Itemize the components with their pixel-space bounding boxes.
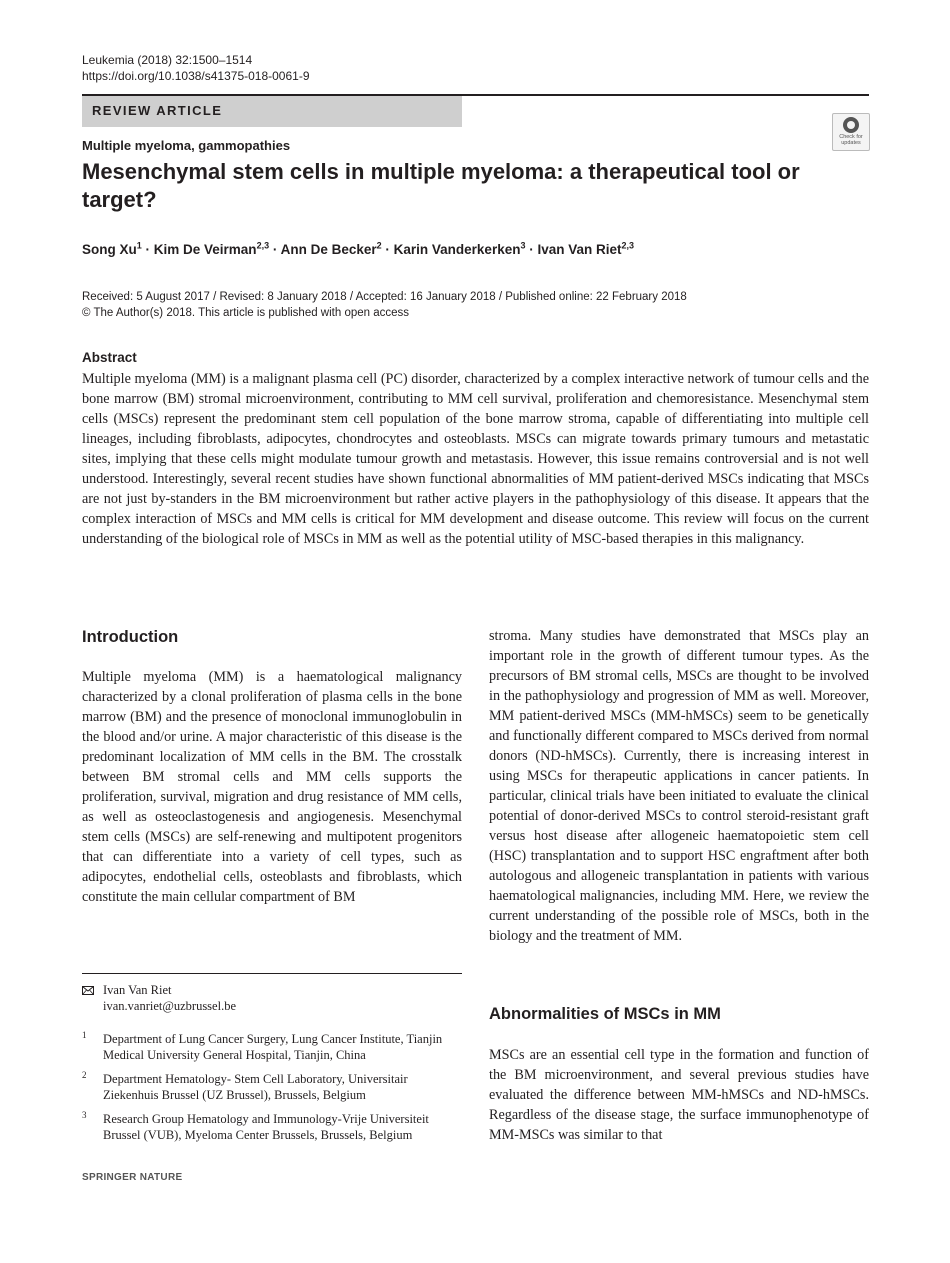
affiliation-text: Department of Lung Cancer Surgery, Lung Cancer Institute, Tianjin Medical University General Hospital, Tianjin, China (103, 1032, 443, 1062)
subject-category: Multiple myeloma, gammopathies (82, 138, 291, 153)
introduction-heading: Introduction (82, 628, 179, 646)
copyright-notice: © The Author(s) 2018. This article is published with open access (82, 307, 410, 319)
author-affiliation: 1 (136, 240, 142, 251)
journal-citation: Leukemia (2018) 32:1500–1514 (82, 53, 253, 67)
author-separator: · (381, 242, 394, 257)
author-affiliation: 2 (376, 240, 382, 251)
envelope-icon (82, 986, 94, 995)
author-affiliation: 2,3 (621, 240, 635, 251)
author-name[interactable]: Karin Vanderkerken (393, 242, 521, 257)
introduction-body-left: Multiple myeloma (MM) is a haematological malignancy characterized by a clonal proliferation of plasma cells in the bone marrow (BM) and the presence of monoclonal immunoglobulin in the blood and/or urine. A major characteristic of this disease is the predominant localization of MM cells in the BM. The crosstalk between BM stromal cells and MM cells supports the proliferation, survival, migration and drug resistance of MM cells, as well as osteoclastogenesis and angiogenesis. Mesenchymal stem cells (MSCs) are self-renewing and multipotent progenitors that can differentiate into a variety of cell types, such as adipocytes, endothelial cells, osteoblasts and fibroblasts, which constitute the main cellular compartment of BM (82, 669, 462, 905)
publication-dates: Received: 5 August 2017 / Revised: 8 January 2018 / Accepted: 16 January 2018 / Published online: 22 February 2018 (82, 291, 687, 303)
introduction-body-right: stroma. Many studies have demonstrated that MSCs play an important role in the growth of different tumour types. As the precursors of BM stromal cells, MSCs are thought to be involved in the pathophysiology and progression of MM as well. Moreover, MM patient-derived MSCs (MM-hMSCs) seem to be genetically and functionally different compared to MSCs derived from normal donors (ND-hMSCs). Currently, there is increasing interest in using MSCs for therapeutic applications in cancer patients. In particular, clinical trials have been initiated to evaluate the clinical potential of donor-derived MSCs to control steroid-resistant graft versus host disease after allogeneic haematopoietic stem cell (HSC) transplantation and to support HSC engraftment after both autologous and allogeneic transplantation in patients with various haematological malignancies, including MM. Here, we review the current understanding of the possible role of MSCs, both in the biology and the treatment of MM. (489, 628, 869, 944)
author-affiliation: 2,3 (256, 240, 270, 251)
author-affiliation: 3 (520, 240, 526, 251)
article-type-label: REVIEW ARTICLE (92, 103, 223, 118)
affiliation-text: Research Group Hematology and Immunology-Vrije Universiteit Brussel (VUB), Myeloma Center Brussels, Brussels, Belgium (103, 1112, 429, 1142)
author-name[interactable]: Kim De Veirman (153, 242, 257, 257)
check-updates-icon (843, 117, 859, 133)
check-updates-label: Check for updates (839, 134, 863, 146)
publisher-logo: SPRINGER NATURE (82, 1172, 183, 1183)
author-name[interactable]: Ivan Van Riet (537, 242, 622, 257)
affiliation-number: 3 (82, 1110, 87, 1120)
author-separator: · (269, 242, 281, 257)
abstract-body: Multiple myeloma (MM) is a malignant plasma cell (PC) disorder, characterized by a complex interactive network of tumour cells and the bone marrow (BM) stromal microenvironment, contributing to MM cell survival, proliferation and chemoresistance. Mesenchymal stem cells (MSCs) represent the predominant stem cell population of the bone marrow stroma, capable of differentiating into multiple cell lineages, including fibroblasts, adipocytes, chondrocytes and osteoblasts. MSCs can migrate towards primary tumours and metastatic sites, implying that these cells might modulate tumour growth and metastasis. However, this issue remains controversial and is not well understood. Interestingly, several recent studies have shown functional abnormalities of MM patient-derived MSCs indicating that MSCs are not just by-standers in the BM microenvironment but rather active players in the pathophysiology of this disease. It appears that the complex interaction of MSCs and MM cells is critical for MM development and disease outcome. This review will focus on the current understanding of the biological role of MSCs in MM as well as the potential utility of MSC-based therapies in this malignancy. (82, 371, 869, 547)
abnormalities-body: MSCs are an essential cell type in the formation and function of the BM microenvironment, and several previous studies have evaluated the difference between MM-hMSCs and ND-hMSCs. Regardless of the disease stage, the surface immunophenotype of MM-MSCs was similar to that (489, 1047, 869, 1143)
author-name[interactable]: Ann De Becker (280, 242, 377, 257)
corresponding-author-name: Ivan Van Riet (103, 983, 172, 997)
article-title: Mesenchymal stem cells in multiple myeloma: a therapeutical tool or target? (82, 159, 800, 212)
doi-link[interactable]: https://doi.org/10.1038/s41375-018-0061-9 (82, 69, 310, 83)
affiliation-number: 2 (82, 1070, 87, 1080)
author-separator: · (525, 242, 538, 257)
author-list (82, 240, 634, 260)
abnormalities-heading: Abnormalities of MSCs in MM (489, 1005, 721, 1023)
corresponding-author-email[interactable]: ivan.vanriet@uzbrussel.be (103, 999, 236, 1013)
affiliation-text: Department Hematology- Stem Cell Laboratory, Universitair Ziekenhuis Brussel (UZ Brussel), Brussels, Belgium (103, 1072, 408, 1102)
author-name[interactable]: Song Xu (82, 242, 137, 257)
affiliation-number: 1 (82, 1030, 87, 1040)
footnote-rule (82, 973, 462, 974)
abstract-heading: Abstract (82, 350, 137, 365)
author-separator: · (141, 242, 154, 257)
check-for-updates-button[interactable] (832, 113, 870, 151)
